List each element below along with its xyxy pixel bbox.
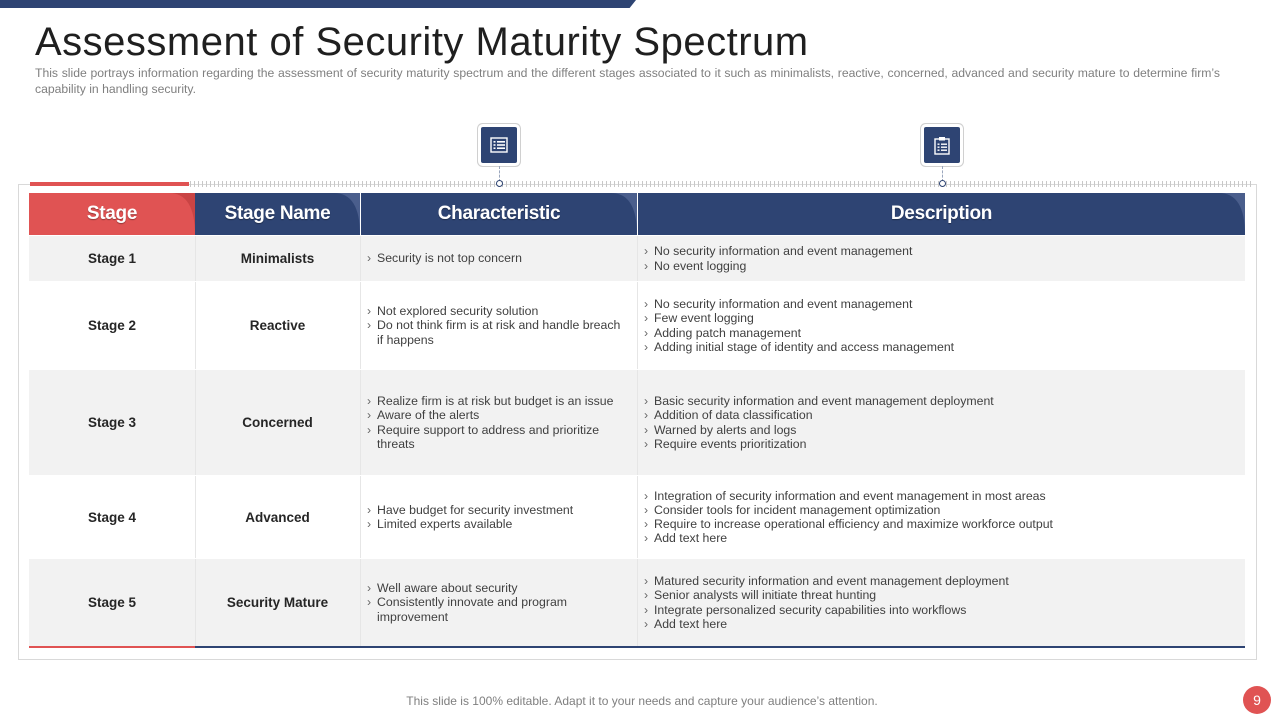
list-item: › No security information and event management [644, 244, 912, 258]
list-item: › Have budget for security investment [367, 503, 573, 517]
list-item: › Integrate personalized security capabilities into workflows [644, 603, 1009, 617]
description-cell [644, 559, 1239, 646]
list-item: › Not explored security solution [367, 304, 629, 318]
list-icon [481, 127, 517, 163]
header-description: Description [638, 193, 1245, 235]
clipboard-icon [924, 127, 960, 163]
red-accent-line [30, 182, 189, 186]
table-row [29, 282, 1245, 369]
list-item: › Matured security information and event management deployment [644, 574, 1009, 588]
table-row [29, 236, 1245, 281]
list-item: › No event logging [644, 259, 912, 273]
table-row [29, 559, 1245, 646]
list-item: › Senior analysts will initiate threat hunting [644, 588, 1009, 602]
dotted-divider [190, 181, 1254, 187]
slide-subtitle: This slide portrays information regarding the assessment of security maturity spectrum and the different stages associated to it such as minimalists, reactive, concerned, advanced and security mature to determine firm’s capability in handling security. [35, 66, 1220, 96]
top-accent-bar [0, 0, 636, 8]
stage-cell: Stage 3 [87, 415, 137, 430]
description-cell [644, 370, 1239, 475]
table-bottom-red-accent [29, 646, 195, 648]
list-item: › No security information and event management [644, 297, 954, 311]
list-item: › Aware of the alerts [367, 408, 629, 422]
slide-title: Assessment of Security Maturity Spectrum [35, 20, 809, 64]
list-item: › Limited experts available [367, 517, 573, 531]
list-item: › Consider tools for incident management optimization [644, 503, 1053, 517]
description-cell [644, 236, 1239, 281]
characteristic-cell [367, 476, 629, 558]
list-item: › Warned by alerts and logs [644, 423, 994, 437]
header-stage-name: Stage Name [195, 193, 360, 235]
list-item: › Few event logging [644, 311, 954, 325]
list-item: › Realize firm is at risk but budget is an issue [367, 394, 629, 408]
stage-cell: Stage 2 [87, 318, 137, 333]
description-cell [644, 476, 1239, 558]
connector-dot [496, 180, 503, 187]
list-item: › Adding patch management [644, 326, 954, 340]
stage-cell: Stage 1 [87, 251, 137, 266]
table-row [29, 370, 1245, 475]
header-characteristic: Characteristic [361, 193, 637, 235]
stage-name-cell: Advanced [245, 509, 310, 525]
characteristic-cell [367, 559, 629, 646]
characteristic-cell [367, 236, 637, 281]
list-item: › Require support to address and prioritize threats [367, 423, 629, 451]
description-cell [644, 282, 1239, 369]
list-item: › Well aware about security [367, 581, 629, 595]
list-item: › Consistently innovate and program improvement [367, 595, 629, 623]
stage-name-cell: Security Mature [226, 595, 329, 610]
list-item: › Add text here [644, 531, 1053, 545]
list-item: › Add text here [644, 617, 1009, 631]
table-row [29, 476, 1245, 558]
connector-dot [939, 180, 946, 187]
characteristic-cell [367, 282, 629, 369]
stage-cell: Stage 4 [87, 509, 137, 525]
stage-name-cell: Concerned [242, 415, 313, 430]
stage-name-cell: Minimalists [240, 251, 315, 266]
stage-name-cell: Reactive [249, 318, 306, 333]
stage-cell: Stage 5 [87, 595, 137, 610]
list-item: › Addition of data classification [644, 408, 994, 422]
list-item: › Basic security information and event management deployment [644, 394, 994, 408]
header-stage: Stage [29, 193, 195, 235]
list-item: › Require events prioritization [644, 437, 994, 451]
table-bottom-line [29, 646, 1245, 648]
list-item: › Do not think firm is at risk and handle breach if happens [367, 318, 629, 346]
list-item: › Security is not top concern [367, 251, 522, 265]
list-item: › Adding initial stage of identity and access management [644, 340, 954, 354]
list-item: › Require to increase operational efficiency and maximize workforce output [644, 517, 1053, 531]
page-number-badge: 9 [1243, 686, 1271, 714]
characteristic-cell [367, 370, 629, 475]
list-item: › Integration of security information and event management in most areas [644, 489, 1053, 503]
footer-note: This slide is 100% editable. Adapt it to your needs and capture your audience’s attention. [406, 694, 878, 708]
